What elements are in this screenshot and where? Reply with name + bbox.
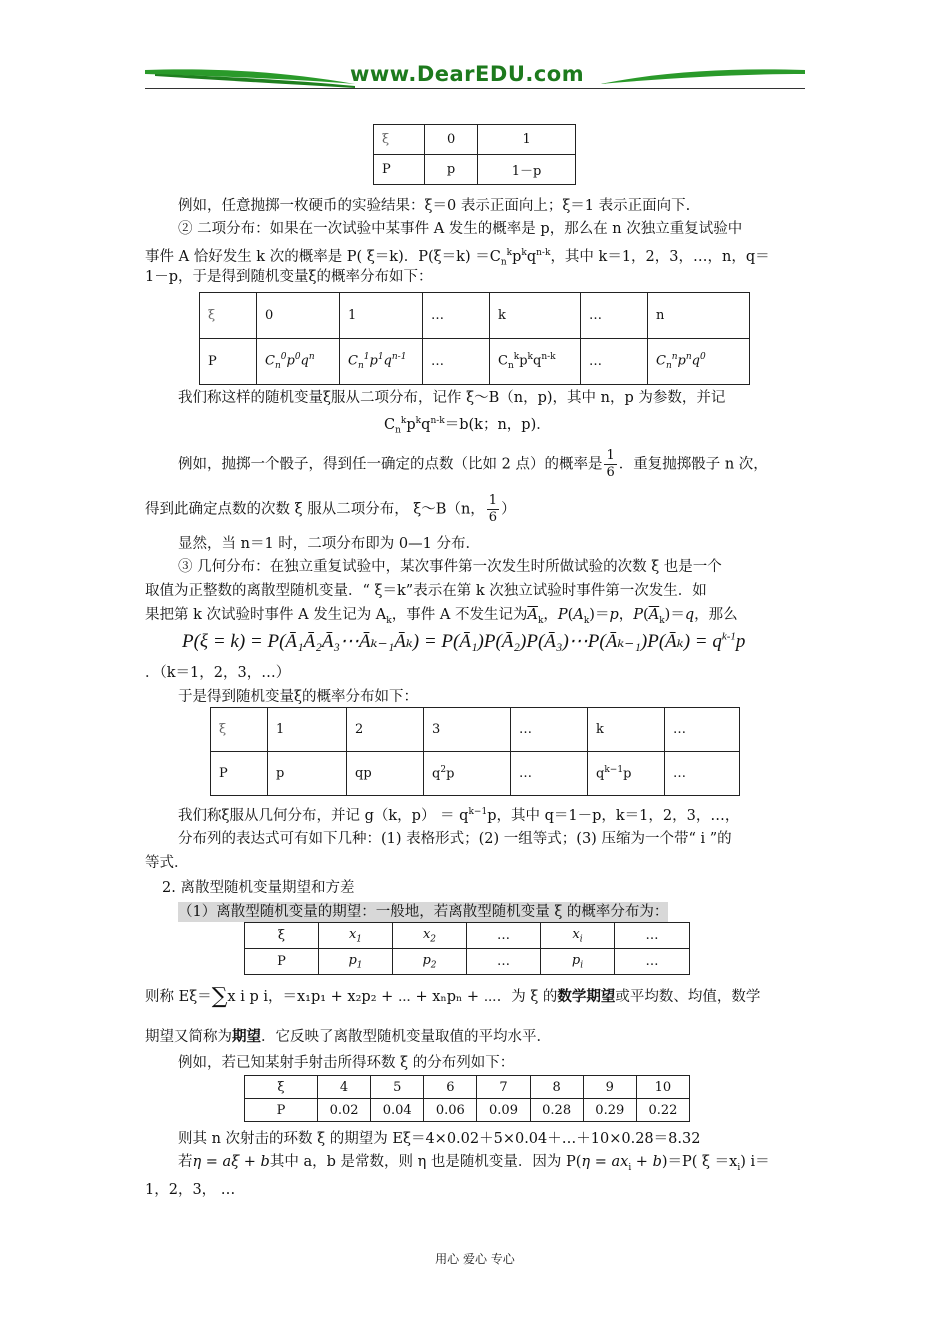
cell: … bbox=[615, 923, 690, 949]
text-run: ） bbox=[501, 501, 516, 518]
text-run-bold: 数学期望 bbox=[557, 988, 616, 1005]
cell: 0 bbox=[425, 125, 478, 155]
text-line: 等式． bbox=[145, 855, 189, 871]
cell-text: q bbox=[596, 766, 605, 782]
cell-text: p bbox=[571, 952, 581, 968]
text-run: i bbox=[628, 1162, 632, 1173]
cell: k bbox=[490, 293, 581, 339]
text-run: 其中 a，b 是常数，则 η 也是随机变量．因为 P( bbox=[269, 1154, 582, 1170]
text-line: （1）离散型随机变量的期望：一般地，若离散型随机变量 ξ 的概率分布为： bbox=[178, 904, 669, 920]
fraction-one-sixth: $\frac{1}{6}$ bbox=[488, 493, 498, 525]
cell: … bbox=[581, 339, 648, 385]
fraction-one-sixth: $\frac{1}{6}$ bbox=[606, 448, 615, 480]
cell: 0.29 bbox=[583, 1099, 636, 1122]
text-line: 分布列的表达式可有如下几种：(1) 表格形式；(2) 一组等式；(3) 压缩为一个带“ i ”的 bbox=[178, 831, 732, 847]
cell: 0.06 bbox=[424, 1099, 477, 1122]
cell-text: x bbox=[572, 926, 580, 942]
text-line: 取值为正整数的离散型随机变量．“ ξ＝k”表示在第 k 次独立试验时事件第一次发生．如 bbox=[145, 583, 707, 599]
cell: … bbox=[467, 923, 541, 949]
table-02-binomial bbox=[199, 292, 750, 385]
cell: … bbox=[423, 339, 490, 385]
cell: 1 bbox=[478, 125, 576, 155]
cell: 0 bbox=[257, 293, 340, 339]
text-run: η = aξ + b bbox=[192, 1154, 270, 1170]
text-line: 例如，任意抛掷一枚硬币的实验结果：ξ＝0 表示正面向上；ξ＝1 表示正面向下. bbox=[178, 198, 691, 214]
cell: 1 bbox=[268, 708, 347, 752]
text-run: 期望又简称为 bbox=[145, 1029, 232, 1045]
text-run: ．重复抛掷骰子 n 次， bbox=[618, 456, 768, 473]
cell: P bbox=[211, 752, 268, 796]
text-line: 显然，当 n＝1 时，二项分布即为 0—1 分布． bbox=[178, 536, 480, 552]
cell: … bbox=[467, 949, 541, 975]
text-line: 于是得到随机变量ξ的概率分布如下： bbox=[178, 689, 418, 705]
cell: 6 bbox=[424, 1076, 477, 1099]
cell-text: p bbox=[446, 766, 455, 782]
text-run: 则称 Eξ＝ bbox=[145, 989, 212, 1005]
cell: p bbox=[268, 752, 347, 796]
text-run: p，其中 q＝1－p，k＝1，2，3，…， bbox=[487, 807, 740, 824]
cell: $q^2p$ bbox=[424, 752, 511, 796]
cell: … bbox=[665, 708, 740, 752]
text-run: ) i＝ bbox=[740, 1154, 770, 1170]
section-heading: 2. 离散型随机变量期望和方差 bbox=[162, 880, 355, 896]
cell: $p_1$ bbox=[319, 949, 393, 975]
text-run: ，事件 A 不发生记为 bbox=[391, 607, 528, 623]
text-line: 则其 n 次射击的环数 ξ 的期望为 Eξ＝4×0.02＋5×0.04＋…＋10×0.28＝8.32 bbox=[178, 1131, 701, 1147]
cell: $q^{k-1}p$ bbox=[588, 752, 665, 796]
text-line bbox=[178, 448, 768, 481]
text-line bbox=[145, 984, 761, 1009]
text-run: + b bbox=[631, 1154, 662, 1170]
text-run: 得到此确定点数的次数 ξ 服从二项分布， ξ～B（n， bbox=[145, 501, 485, 518]
cell: 3 bbox=[424, 708, 511, 752]
text-line: 事件 A 恰好发生 k 次的概率是 P( ξ＝k)．$P(\xi=k) =C_n^kp^kq^{n-k}$，其中 k＝1，2，3，…，n，q＝ bbox=[145, 248, 770, 268]
cell-text: x bbox=[348, 926, 357, 942]
cell: n bbox=[648, 293, 750, 339]
cell: 4 bbox=[318, 1076, 371, 1099]
text-run: η = ax bbox=[581, 1154, 629, 1170]
table-01-distribution bbox=[373, 124, 576, 185]
sum-sign: ∑ bbox=[211, 984, 228, 1009]
cell: 0.09 bbox=[477, 1099, 530, 1122]
cell: ξ bbox=[374, 125, 425, 155]
cell: 1－p bbox=[478, 155, 576, 185]
cell-text: q bbox=[432, 766, 441, 782]
cell: 8 bbox=[530, 1076, 583, 1099]
cell: 0.22 bbox=[636, 1099, 689, 1122]
text-run: ＝b(k；n，p)． bbox=[444, 416, 551, 433]
cell: $C_n^0p^0q^n$ bbox=[257, 339, 340, 385]
text-run: 若 bbox=[178, 1154, 193, 1170]
cell: $x_i$ bbox=[541, 923, 615, 949]
cell: 9 bbox=[583, 1076, 636, 1099]
text-line bbox=[145, 493, 516, 526]
cell: 5 bbox=[371, 1076, 424, 1099]
text-line: 我们称这样的随机变量ξ服从二项分布，记作 ξ～B（n，p)，其中 n，p 为参数，并记 bbox=[178, 390, 726, 406]
cell: $C_n^1p^1q^{n-1}$ bbox=[340, 339, 423, 385]
header-rule bbox=[145, 88, 805, 89]
cell-text: p bbox=[348, 952, 357, 968]
text-line: 若η = aξ + b其中 a，b 是常数，则 η 也是随机变量．因为 $P(\eta = ax_i + b)=P$( $\xi =x_i$) i＝ bbox=[178, 1154, 770, 1173]
text-run: )＝P( ξ ＝x bbox=[661, 1154, 738, 1170]
footer: 用心 爱心 专心 bbox=[435, 1252, 515, 1266]
cell-text: p bbox=[422, 952, 431, 968]
text-run: 果把第 k 次试验时事件 A 发生记为 A bbox=[145, 607, 387, 623]
text-run: 事件 A 恰好发生 k 次的概率是 P( ξ＝k)．P(ξ＝k) ＝C bbox=[145, 248, 501, 265]
cell: … bbox=[581, 293, 648, 339]
text-line: 1，2，3， … bbox=[145, 1182, 236, 1198]
text-run: ，那么 bbox=[694, 607, 738, 623]
text-line: 果把第 k 次试验时事件 A 发生记为 $A_k$，事件 A 不发生记为$\overline{A}_k$，$P(A_k)=p$，$P(\overline{A}_k)=q$，那么 bbox=[145, 607, 738, 626]
cell: ξ bbox=[200, 293, 257, 339]
text-run: x i p i，＝x₁p₁ + x₂p₂ + ⋯ + xₙpₙ + ⋯．为 ξ 的 bbox=[227, 989, 558, 1005]
cell: ξ bbox=[245, 923, 319, 949]
cell: 0.28 bbox=[530, 1099, 583, 1122]
cell: P bbox=[245, 1099, 318, 1122]
cell: k bbox=[588, 708, 665, 752]
cell: … bbox=[615, 949, 690, 975]
table-04-general bbox=[244, 922, 690, 975]
text-line: $C_n^kp^kq^{n-k}=b(k$；n，p)． bbox=[384, 416, 551, 436]
cell: $C_n^kp^kq^{n-k}$ bbox=[490, 339, 581, 385]
cell-text: x bbox=[422, 926, 431, 942]
cell: $x_2$ bbox=[393, 923, 467, 949]
text-run: ，其中 k＝1，2，3，…，n，q＝ bbox=[550, 248, 770, 265]
cell: 10 bbox=[636, 1076, 689, 1099]
text-run: 或平均数、均值，数学 bbox=[615, 989, 761, 1005]
cell: ξ bbox=[245, 1076, 318, 1099]
cell: 0.04 bbox=[371, 1099, 424, 1122]
cell: $p_i$ bbox=[541, 949, 615, 975]
cell: qp bbox=[347, 752, 424, 796]
text-run: P(ξ = k) = P(Ā₁Ā₂Ā₃⋯Āₖ₋₁Āₖ) = P(Ā₁)P(Ā₂)P(Ā₃)⋯P(Āₖ₋₁)P(Āₖ) = q bbox=[182, 631, 722, 652]
text-line bbox=[145, 1027, 551, 1047]
text-line: ② 二项分布：如果在一次试验中某事件 A 发生的概率是 p，那么在 n 次独立重复试验中 bbox=[178, 221, 743, 237]
cell: … bbox=[423, 293, 490, 339]
cell: 0.02 bbox=[318, 1099, 371, 1122]
cell: … bbox=[511, 708, 588, 752]
cell: $p_2$ bbox=[393, 949, 467, 975]
header bbox=[145, 62, 805, 92]
text-line: 例如，若已知某射手射击所得环数 ξ 的分布列如下： bbox=[178, 1055, 515, 1071]
geometric-formula: P(ξ = k) = P(Ā₁Ā₂Ā₃⋯Āₖ₋₁Āₖ) = P(Ā₁)P(Ā₂)P(Ā₃)⋯P(Āₖ₋₁)P(Āₖ) = $q^{k-1}p$ bbox=[182, 630, 746, 652]
table-03-geometric bbox=[210, 707, 740, 796]
cell: P bbox=[200, 339, 257, 385]
cell: $C_n^np^nq^0$ bbox=[648, 339, 750, 385]
cell: ξ bbox=[211, 708, 268, 752]
text-line: ③ 几何分布：在独立重复试验中，某次事件第一次发生时所做试验的次数 ξ 也是一个 bbox=[178, 559, 722, 575]
cell: p bbox=[425, 155, 478, 185]
text-line: 1－p，于是得到随机变量ξ的概率分布如下： bbox=[145, 269, 433, 285]
cell: 1 bbox=[340, 293, 423, 339]
cell-text: p bbox=[623, 766, 632, 782]
cell: P bbox=[374, 155, 425, 185]
cell: 7 bbox=[477, 1076, 530, 1099]
cell: … bbox=[665, 752, 740, 796]
text-run: 例如，抛掷一个骰子，得到任一确定的点数（比如 2 点）的概率是 bbox=[178, 456, 603, 473]
cell: 2 bbox=[347, 708, 424, 752]
text-run: ．它反映了离散型随机变量取值的平均水平． bbox=[261, 1029, 551, 1045]
table-05-shooting bbox=[244, 1075, 690, 1122]
cell: $x_1$ bbox=[319, 923, 393, 949]
text-run: 我们称ξ服从几何分布，并记 g（k，p） ＝ q bbox=[178, 807, 469, 824]
cell: P bbox=[245, 949, 319, 975]
cell: … bbox=[511, 752, 588, 796]
text-line: ．（k＝1，2，3，…） bbox=[145, 665, 291, 681]
logo-text: www.DearEDU.com bbox=[350, 62, 585, 86]
text-line: 我们称ξ服从几何分布，并记 g（k，$p) = q^{k-1}p$，其中 q＝1－p，k＝1，2，3，…， bbox=[178, 807, 740, 824]
text-run-bold: 期望 bbox=[232, 1028, 261, 1045]
